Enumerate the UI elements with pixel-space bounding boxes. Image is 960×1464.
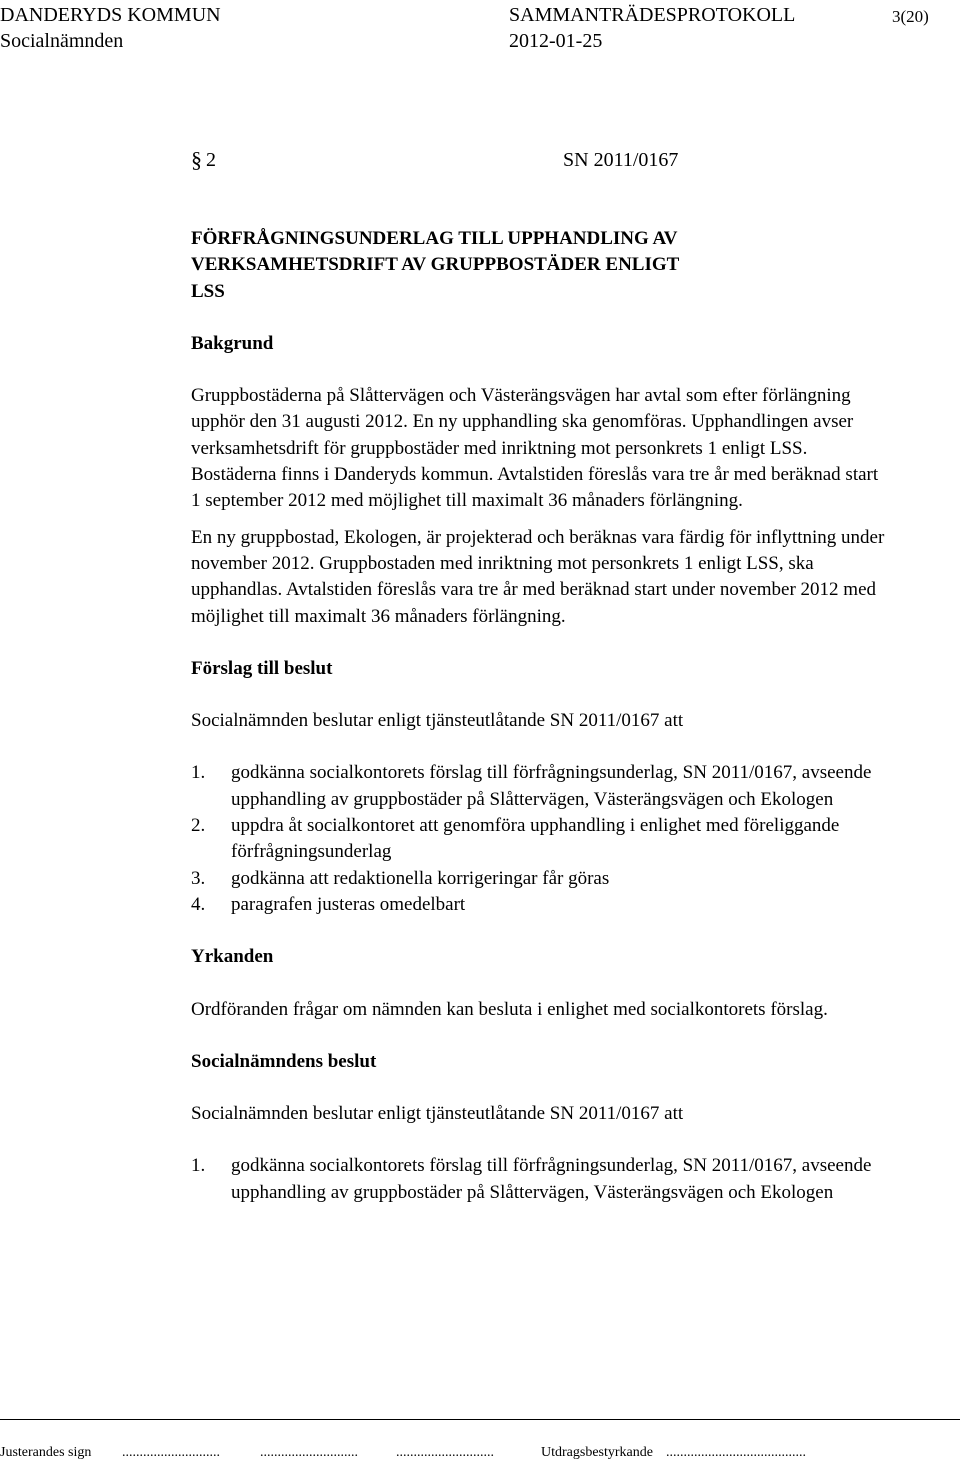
list-item-number: 2. xyxy=(191,815,206,837)
yrkanden-text: Ordföranden frågar om nämnden kan besluta i enlighet med socialkontorets förslag. xyxy=(191,998,828,1020)
list-item xyxy=(191,813,891,866)
list-item-number: 1. xyxy=(191,762,206,784)
decision-list xyxy=(191,1153,891,1206)
list-item xyxy=(191,866,891,892)
header-page-number: 3(20) xyxy=(892,7,929,26)
list-item xyxy=(191,760,891,813)
title-line: FÖRFRÅGNINGSUNDERLAG TILL UPPHANDLING AV xyxy=(191,228,678,249)
footer-divider xyxy=(0,1419,960,1420)
footer-sign-line: ............................ xyxy=(260,1445,358,1460)
list-item xyxy=(191,892,891,918)
background-heading: Bakgrund xyxy=(191,332,274,354)
list-item-number: 1. xyxy=(191,1155,206,1177)
header-committee: Socialnämnden xyxy=(0,30,124,52)
list-item-text: uppdra åt socialkontoret att genomföra upphandling i enlighet med föreliggande förfrågningsunderlag xyxy=(231,815,840,863)
section-number: 2 xyxy=(206,149,216,171)
list-item-text: godkänna socialkontorets förslag till förfrågningsunderlag, SN 2011/0167, avseende upphandling av gruppbostäder på Slåttervägen, Västerängsvägen och Ekologen xyxy=(231,762,872,810)
header-date: 2012-01-25 xyxy=(509,30,603,52)
proposal-list xyxy=(191,760,891,918)
background-paragraph-1: Gruppbostäderna på Slåttervägen och Västerängsvägen har avtal som efter förlängning upphör den 31 augusti 2012. En ny upphandling ska genomföras. Upphandlingen avser verksamhetsdrift för gruppbostäder med inriktning mot personkrets 1 enligt LSS. Bostäderna finns i Danderyds kommun. Avtalstiden föreslås vara tre år med beräknad start 1 september 2012 med möjlighet till maximalt 36 månaders förlängning. xyxy=(191,385,879,512)
list-item-number: 3. xyxy=(191,867,206,889)
footer-extract-label: Utdragsbestyrkande xyxy=(541,1445,653,1460)
list-item xyxy=(191,1153,891,1206)
footer-sign-label: Justerandes sign xyxy=(0,1445,92,1460)
yrkanden-heading: Yrkanden xyxy=(191,946,274,968)
title-line: LSS xyxy=(191,280,225,302)
footer-sign-line: ............................ xyxy=(122,1445,220,1460)
main-content xyxy=(191,226,891,1206)
list-item-text: godkänna att redaktionella korrigeringar får göras xyxy=(231,867,610,889)
background-paragraph-2: En ny gruppbostad, Ekologen, är projekterad och beräknas vara färdig för inflyttning under november 2012. Gruppbostaden med inriktning mot personkrets 1 enligt LSS, ska upphandlas. Avtalstiden föreslås vara tre år med beräknad start under november 2012 med möjlighet till maximalt 36 månaders förlängning. xyxy=(191,526,885,627)
header-doc-type: SAMMANTRÄDESPROTOKOLL xyxy=(509,4,796,26)
section-reference: SN 2011/0167 xyxy=(563,149,679,171)
proposal-intro: Socialnämnden beslutar enligt tjänsteutlåtande SN 2011/0167 att xyxy=(191,710,684,732)
decision-heading: Socialnämndens beslut xyxy=(191,1050,377,1072)
document-title xyxy=(191,226,891,305)
list-item-text: godkänna socialkontorets förslag till förfrågningsunderlag, SN 2011/0167, avseende upphandling av gruppbostäder på Slåttervägen, Västerängsvägen och Ekologen xyxy=(231,1155,872,1203)
list-item-text: paragrafen justeras omedelbart xyxy=(231,893,466,915)
section-symbol: § xyxy=(191,147,202,172)
proposal-heading: Förslag till beslut xyxy=(191,657,333,679)
header-org: DANDERYDS KOMMUN xyxy=(0,4,221,26)
footer-sign-line: ............................ xyxy=(396,1445,494,1460)
footer-extract-line: ........................................ xyxy=(666,1445,806,1460)
list-item-number: 4. xyxy=(191,893,206,915)
decision-intro: Socialnämnden beslutar enligt tjänsteutlåtande SN 2011/0167 att xyxy=(191,1103,684,1125)
title-line: VERKSAMHETSDRIFT AV GRUPPBOSTÄDER ENLIGT xyxy=(191,254,680,276)
